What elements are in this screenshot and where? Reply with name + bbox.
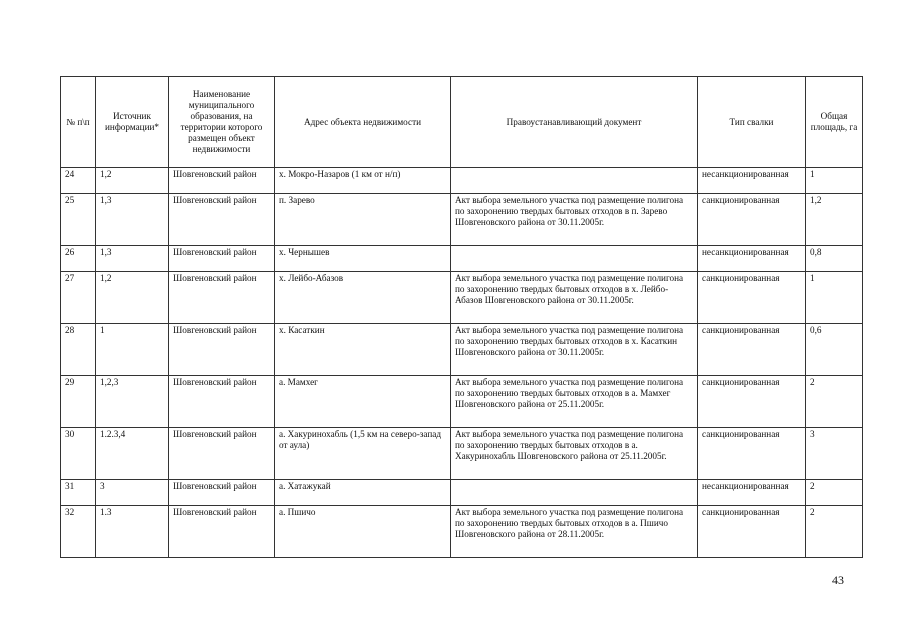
table-cell: 32: [61, 506, 96, 558]
table-cell: санкционированная: [698, 272, 806, 324]
table-cell: 29: [61, 376, 96, 428]
table-cell: 28: [61, 324, 96, 376]
table-cell: х. Касаткин: [275, 324, 451, 376]
table-row: [61, 272, 863, 324]
table-cell: несанкционированная: [698, 246, 806, 272]
table-cell: 2: [806, 506, 863, 558]
table-row: [61, 246, 863, 272]
table-cell: а. Пшичо: [275, 506, 451, 558]
table-cell: санкционированная: [698, 506, 806, 558]
table-cell: а. Хакуринохабль (1,5 км на северо-запад от аула): [275, 428, 451, 480]
table-cell: 2: [806, 480, 863, 506]
table-cell: 30: [61, 428, 96, 480]
table-row: [61, 506, 863, 558]
table-cell: 1: [806, 272, 863, 324]
table-cell: [451, 480, 698, 506]
table-cell: санкционированная: [698, 324, 806, 376]
table-row: [61, 168, 863, 194]
table-cell: 1: [96, 324, 169, 376]
table-cell: Шовгеновский район: [169, 376, 275, 428]
table-cell: несанкционированная: [698, 480, 806, 506]
table-cell: Шовгеновский район: [169, 246, 275, 272]
table-cell: 1,3: [96, 194, 169, 246]
column-header: Общая площадь, га: [806, 77, 863, 168]
table-row: [61, 428, 863, 480]
table-cell: Акт выбора земельного участка под размещение полигона по захоронению твердых бытовых отходов в п. Зарево Шовгеновского района от 30.11.2005г.: [451, 194, 698, 246]
column-header: Адрес объекта недвижимости: [275, 77, 451, 168]
table-cell: а. Хатажукай: [275, 480, 451, 506]
table-cell: 0,6: [806, 324, 863, 376]
table-row: [61, 324, 863, 376]
table-cell: а. Мамхег: [275, 376, 451, 428]
column-header: Тип свалки: [698, 77, 806, 168]
table-cell: Акт выбора земельного участка под размещение полигона по захоронению твердых бытовых отходов в х. Лейбо-Абазов Шовгеновского района от 30.11.2005г.: [451, 272, 698, 324]
table-cell: 3: [806, 428, 863, 480]
table-cell: Акт выбора земельного участка под размещение полигона по захоронению твердых бытовых отходов в а. Хакуринохабль Шовгеновского района от 25.11.2005г.: [451, 428, 698, 480]
table-cell: 1: [806, 168, 863, 194]
table-cell: 2: [806, 376, 863, 428]
table-cell: 1,2: [96, 272, 169, 324]
table-cell: 3: [96, 480, 169, 506]
table-cell: 31: [61, 480, 96, 506]
page-number: 43: [832, 573, 844, 587]
table-cell: 25: [61, 194, 96, 246]
table-header-row: [61, 77, 863, 168]
table-cell: 1,3: [96, 246, 169, 272]
table-cell: Шовгеновский район: [169, 168, 275, 194]
table-cell: 1.3: [96, 506, 169, 558]
table-cell: 0,8: [806, 246, 863, 272]
table-body: [61, 168, 863, 558]
table-cell: санкционированная: [698, 428, 806, 480]
table-row: [61, 194, 863, 246]
table-cell: х. Мокро-Назаров (1 км от н/п): [275, 168, 451, 194]
column-header: № п\п: [61, 77, 96, 168]
table-cell: 1,2,3: [96, 376, 169, 428]
table-cell: санкционированная: [698, 194, 806, 246]
table-cell: 1,2: [96, 168, 169, 194]
table-cell: несанкционированная: [698, 168, 806, 194]
table-cell: 24: [61, 168, 96, 194]
table-cell: 26: [61, 246, 96, 272]
table-cell: Шовгеновский район: [169, 272, 275, 324]
table-cell: Акт выбора земельного участка под размещение полигона по захоронению твердых бытовых отходов в а. Мамхег Шовгеновского района от 25.11.2005г.: [451, 376, 698, 428]
table-cell: х. Лейбо-Абазов: [275, 272, 451, 324]
table-cell: [451, 168, 698, 194]
table-cell: Шовгеновский район: [169, 194, 275, 246]
table-cell: [451, 246, 698, 272]
table-cell: санкционированная: [698, 376, 806, 428]
table-cell: Шовгеновский район: [169, 428, 275, 480]
table-cell: х. Чернышев: [275, 246, 451, 272]
column-header: Источник информации*: [96, 77, 169, 168]
table-cell: п. Зарево: [275, 194, 451, 246]
table-cell: Акт выбора земельного участка под размещение полигона по захоронению твердых бытовых отходов в х. Касаткин Шовгеновского района от 30.11.2005г.: [451, 324, 698, 376]
table-cell: 1.2.3,4: [96, 428, 169, 480]
column-header: Правоустанавливающий документ: [451, 77, 698, 168]
table-cell: Шовгеновский район: [169, 324, 275, 376]
table-cell: Шовгеновский район: [169, 480, 275, 506]
table-cell: Акт выбора земельного участка под размещение полигона по захоронению твердых бытовых отходов в а. Пшичо Шовгеновского района от 28.11.2005г.: [451, 506, 698, 558]
column-header: Наименование муниципального образования, на территории которого размещен объект недвижимости: [169, 77, 275, 168]
landfill-table: [60, 76, 863, 558]
table-cell: 1,2: [806, 194, 863, 246]
table-row: [61, 480, 863, 506]
table-cell: Шовгеновский район: [169, 506, 275, 558]
table-row: [61, 376, 863, 428]
table-cell: 27: [61, 272, 96, 324]
